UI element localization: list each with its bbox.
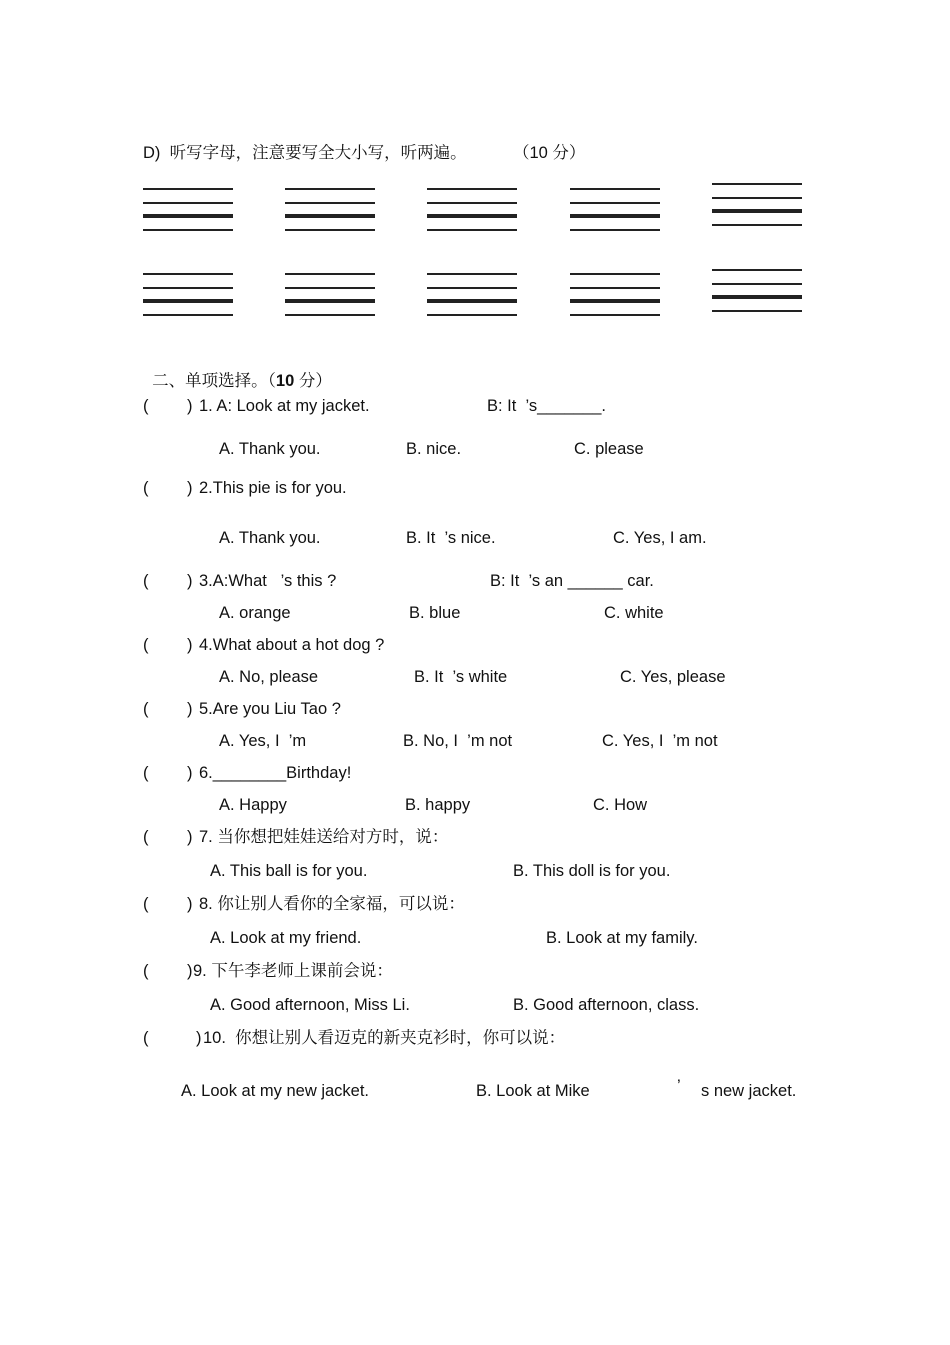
- answer-paren-close: ): [187, 479, 193, 497]
- answer-paren-open: (: [143, 828, 149, 846]
- letter-writing-lines: [570, 271, 660, 321]
- answer-paren-close: ): [187, 895, 193, 913]
- answer-paren-close: ): [187, 572, 193, 590]
- answer-paren-open: (: [143, 479, 149, 497]
- option-a: A. Look at my friend.: [210, 929, 362, 947]
- answer-paren-close: ): [187, 764, 193, 782]
- question-stem: 9. 下午李老师上课前会说：: [193, 962, 393, 980]
- question-stem-b: B: It ’s an ______ car.: [490, 572, 654, 590]
- option-c: C. please: [574, 440, 644, 458]
- option-b: B. It ’s nice.: [406, 529, 496, 547]
- letter-writing-lines: [712, 181, 802, 231]
- option-b: B. happy: [405, 796, 471, 814]
- section-d-title: D) 听写字母，注意要写全大小写，听两遍。: [143, 144, 467, 162]
- section-2-title-prefix: 二、单项选择。（: [152, 371, 276, 390]
- letter-writing-lines: [143, 186, 233, 236]
- letter-writing-lines: [285, 271, 375, 321]
- letter-writing-lines: [285, 186, 375, 236]
- section-2-title: [143, 356, 332, 389]
- question-stem: 10. 你想让别人看迈克的新夹克衫时，你可以说：: [203, 1029, 566, 1047]
- option-a: A. This ball is for you.: [210, 862, 368, 880]
- answer-paren-close: ): [187, 397, 193, 415]
- option-b: B. blue: [409, 604, 461, 622]
- answer-paren-open: (: [143, 636, 149, 654]
- option-c: C. white: [604, 604, 664, 622]
- section-d-score: （10 分）: [513, 144, 586, 162]
- option-a: A. Yes, I ’m: [219, 732, 307, 750]
- question-stem: 4.What about a hot dog ?: [199, 636, 385, 654]
- option-b: B. nice.: [406, 440, 462, 458]
- question-stem: 1. A: Look at my jacket.: [199, 397, 370, 415]
- answer-paren-open: (: [143, 764, 149, 782]
- option-a: A. Good afternoon, Miss Li.: [210, 996, 410, 1014]
- letter-writing-lines: [712, 267, 802, 317]
- option-c: C. How: [593, 796, 648, 814]
- answer-paren-close: ): [187, 636, 193, 654]
- answer-paren-close: ): [187, 700, 193, 718]
- answer-paren-close: ): [187, 962, 193, 980]
- apostrophe: ’: [677, 1077, 681, 1095]
- question-stem: 8. 你让别人看你的全家福，可以说：: [199, 895, 465, 913]
- question-stem: 6.________Birthday!: [199, 764, 352, 782]
- option-a: A. Look at my new jacket.: [181, 1082, 370, 1100]
- question-stem: 5.Are you Liu Tao ?: [199, 700, 341, 718]
- option-b: B. This doll is for you.: [513, 862, 671, 880]
- letter-writing-lines: [427, 186, 517, 236]
- letter-writing-lines: [570, 186, 660, 236]
- option-b: B. Look at my family.: [546, 929, 698, 947]
- answer-paren-open: (: [143, 700, 149, 718]
- letter-writing-lines: [143, 271, 233, 321]
- option-a: A. Thank you.: [219, 440, 321, 458]
- question-stem-b: B: It ’s_______.: [487, 397, 606, 415]
- option-b: B. It ’s white: [414, 668, 508, 686]
- letter-writing-lines: [427, 271, 517, 321]
- answer-paren-open: (: [143, 397, 149, 415]
- option-a: A. orange: [219, 604, 291, 622]
- question-stem: 7. 当你想把娃娃送给对方时，说：: [199, 828, 449, 846]
- answer-paren-close: ): [196, 1029, 202, 1047]
- question-stem: 2.This pie is for you.: [199, 479, 347, 497]
- option-c: C. Yes, I am.: [613, 529, 707, 547]
- question-stem: 3.A:What ’s this ?: [199, 572, 337, 590]
- answer-paren-open: (: [143, 1029, 149, 1047]
- option-a: A. Thank you.: [219, 529, 321, 547]
- answer-paren-close: ): [187, 828, 193, 846]
- answer-paren-open: (: [143, 895, 149, 913]
- option-c: C. Yes, please: [620, 668, 726, 686]
- section-2-title-suffix: 分）: [294, 371, 332, 390]
- answer-paren-open: (: [143, 572, 149, 590]
- option-a: A. Happy: [219, 796, 287, 814]
- option-b: B. Look at Mike: [476, 1082, 590, 1100]
- option-b-continued: s new jacket.: [701, 1082, 797, 1100]
- option-b: B. Good afternoon, class.: [513, 996, 700, 1014]
- option-a: A. No, please: [219, 668, 319, 686]
- section-2-score: 10: [275, 371, 295, 390]
- option-b: B. No, I ’m not: [403, 732, 513, 750]
- answer-paren-open: (: [143, 962, 149, 980]
- option-c: C. Yes, I ’m not: [602, 732, 718, 750]
